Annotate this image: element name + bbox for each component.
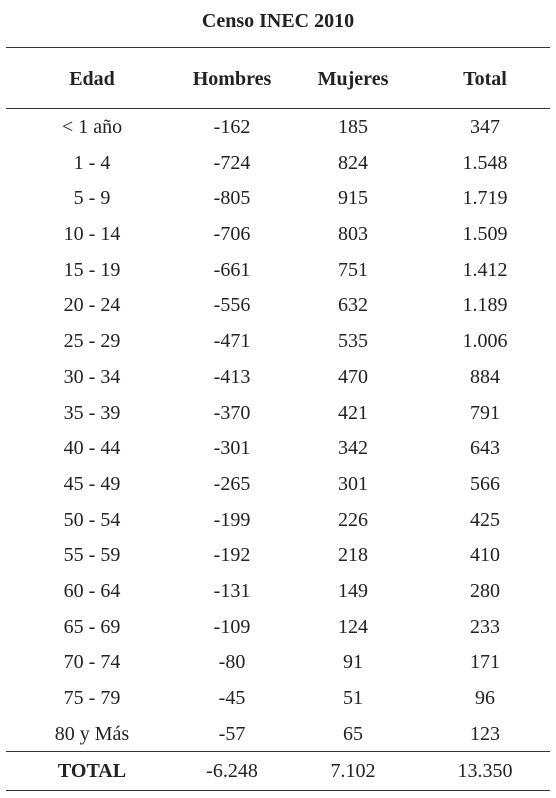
- table-row: [6, 145, 550, 181]
- table-row: [6, 252, 550, 288]
- cell-hombres: -301: [213, 436, 251, 459]
- cell-total: 1.548: [462, 151, 508, 174]
- cell-total: 280: [470, 579, 500, 602]
- total-mujeres: 7.102: [330, 759, 376, 782]
- cell-edad: 40 - 44: [63, 436, 121, 459]
- cell-edad: 20 - 24: [63, 293, 121, 316]
- cell-mujeres: 65: [343, 722, 363, 745]
- cell-mujeres: 124: [338, 615, 368, 638]
- cell-total: 410: [470, 543, 500, 566]
- cell-mujeres: 218: [338, 543, 368, 566]
- cell-hombres: -805: [213, 186, 251, 209]
- total-rule: [6, 751, 550, 752]
- table-row: [6, 573, 550, 609]
- cell-total: 1.719: [462, 186, 508, 209]
- table-row: [6, 680, 550, 716]
- cell-mujeres: 421: [338, 401, 368, 424]
- cell-total: 884: [470, 365, 500, 388]
- cell-mujeres: 824: [338, 151, 368, 174]
- table-row: [6, 216, 550, 252]
- table-row: [6, 430, 550, 466]
- table-row: [6, 287, 550, 323]
- cell-mujeres: 226: [338, 508, 368, 531]
- cell-total: 1.509: [462, 222, 508, 245]
- cell-edad: 1 - 4: [73, 151, 111, 174]
- cell-mujeres: 803: [338, 222, 368, 245]
- table-header: [6, 61, 550, 97]
- table-title: Censo INEC 2010: [201, 10, 355, 32]
- cell-total: 171: [470, 650, 500, 673]
- bottom-rule: [6, 790, 550, 791]
- table-row: [6, 109, 550, 145]
- header-hombres: Hombres: [192, 67, 272, 90]
- cell-mujeres: 470: [338, 365, 368, 388]
- cell-mujeres: 915: [338, 186, 368, 209]
- cell-edad: 55 - 59: [63, 543, 121, 566]
- cell-hombres: -45: [218, 686, 246, 709]
- cell-total: 425: [470, 508, 500, 531]
- cell-mujeres: 632: [338, 293, 368, 316]
- cell-hombres: -80: [218, 650, 246, 673]
- cell-total: 96: [475, 686, 495, 709]
- cell-mujeres: 91: [343, 650, 363, 673]
- total-total: 13.350: [457, 759, 513, 782]
- cell-hombres: -370: [213, 401, 251, 424]
- cell-edad: 10 - 14: [63, 222, 121, 245]
- cell-hombres: -192: [213, 543, 251, 566]
- cell-total: 1.189: [462, 293, 508, 316]
- table-row: [6, 716, 550, 752]
- cell-edad: 50 - 54: [63, 508, 121, 531]
- cell-hombres: -661: [213, 258, 251, 281]
- cell-total: 233: [470, 615, 500, 638]
- total-label: TOTAL: [57, 759, 127, 782]
- table-row: [6, 180, 550, 216]
- cell-edad: 35 - 39: [63, 401, 121, 424]
- cell-total: 566: [470, 472, 500, 495]
- cell-hombres: -706: [213, 222, 251, 245]
- cell-hombres: -109: [213, 615, 251, 638]
- table-row: [6, 537, 550, 573]
- cell-hombres: -199: [213, 508, 251, 531]
- cell-hombres: -57: [218, 722, 246, 745]
- cell-mujeres: 751: [338, 258, 368, 281]
- cell-mujeres: 149: [338, 579, 368, 602]
- cell-edad: 25 - 29: [63, 329, 121, 352]
- cell-total: 1.412: [462, 258, 508, 281]
- table-row: [6, 323, 550, 359]
- cell-edad: 75 - 79: [63, 686, 121, 709]
- cell-edad: 30 - 34: [63, 365, 121, 388]
- cell-hombres: -413: [213, 365, 251, 388]
- header-total: Total: [463, 67, 507, 90]
- cell-total: 123: [470, 722, 500, 745]
- cell-mujeres: 51: [343, 686, 363, 709]
- cell-hombres: -131: [213, 579, 251, 602]
- cell-edad: 60 - 64: [63, 579, 121, 602]
- header-mujeres: Mujeres: [317, 67, 389, 90]
- table-row: [6, 359, 550, 395]
- cell-total: 347: [470, 115, 500, 138]
- cell-edad: 65 - 69: [63, 615, 121, 638]
- total-row: [6, 753, 550, 789]
- cell-total: 643: [470, 436, 500, 459]
- cell-mujeres: 301: [338, 472, 368, 495]
- cell-hombres: -265: [213, 472, 251, 495]
- cell-hombres: -724: [213, 151, 251, 174]
- cell-edad: < 1 año: [61, 115, 123, 138]
- table-row: [6, 644, 550, 680]
- cell-hombres: -556: [213, 293, 251, 316]
- table-row: [6, 395, 550, 431]
- cell-mujeres: 185: [338, 115, 368, 138]
- cell-hombres: -471: [213, 329, 251, 352]
- table-row: [6, 466, 550, 502]
- cell-mujeres: 342: [338, 436, 368, 459]
- cell-hombres: -162: [213, 115, 251, 138]
- table-row: [6, 502, 550, 538]
- table-row: [6, 609, 550, 645]
- cell-edad: 80 y Más: [54, 722, 130, 745]
- cell-edad: 45 - 49: [63, 472, 121, 495]
- cell-mujeres: 535: [338, 329, 368, 352]
- header-edad: Edad: [69, 67, 115, 90]
- cell-edad: 5 - 9: [73, 186, 111, 209]
- cell-total: 791: [470, 401, 500, 424]
- cell-edad: 15 - 19: [63, 258, 121, 281]
- top-rule: [6, 47, 550, 48]
- cell-edad: 70 - 74: [63, 650, 121, 673]
- total-hombres: -6.248: [206, 759, 258, 782]
- cell-total: 1.006: [462, 329, 508, 352]
